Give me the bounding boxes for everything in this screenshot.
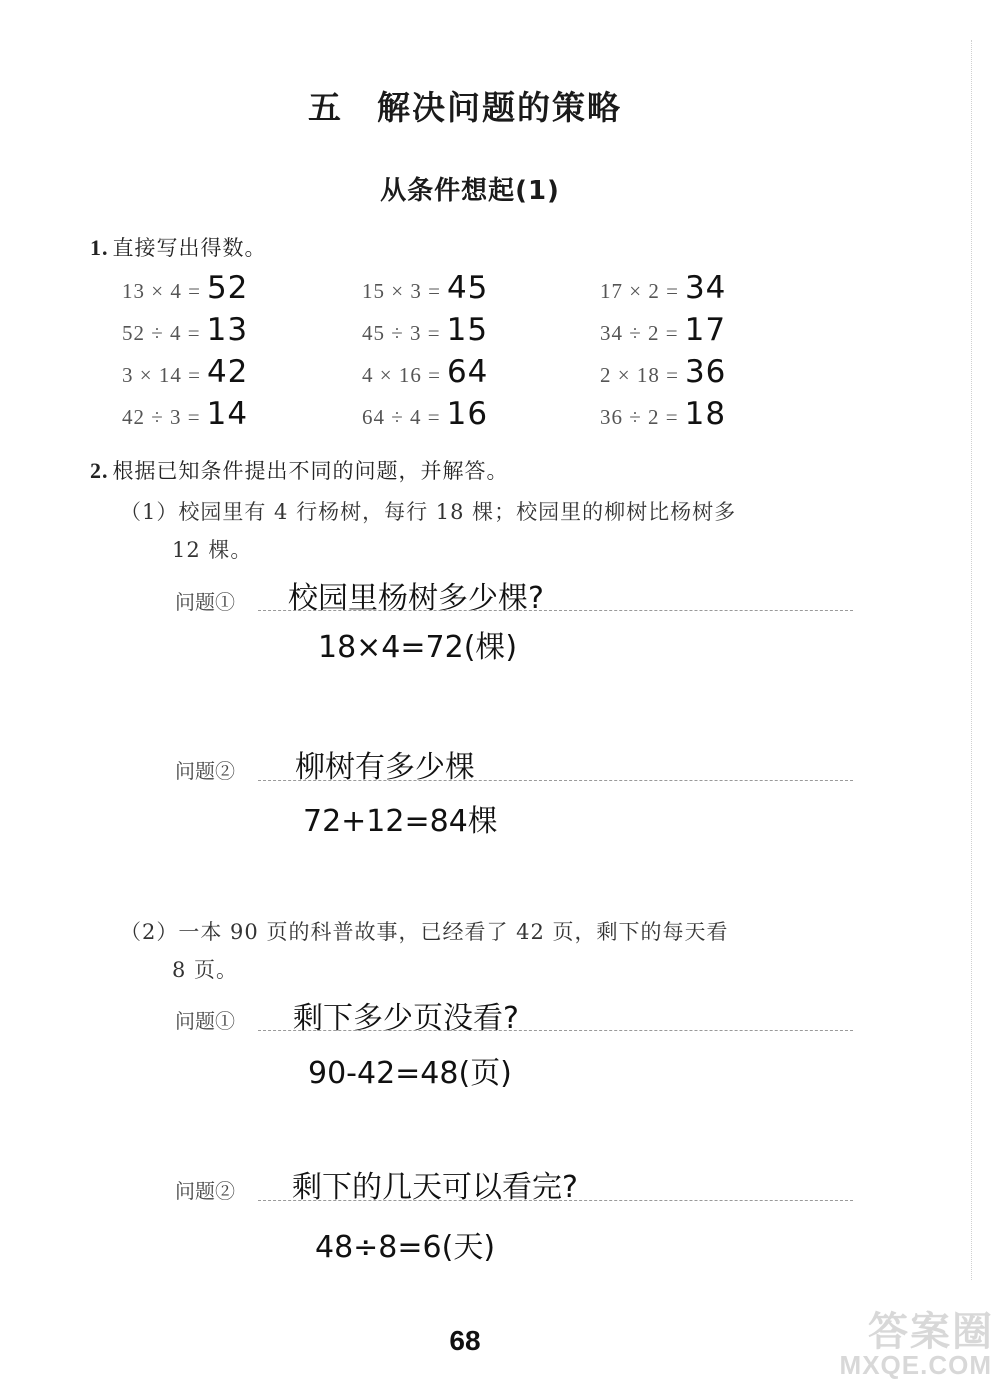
question-label: 问题② [175, 759, 235, 783]
handwritten-question: 校园里杨树多少棵? [288, 581, 544, 616]
question-label: 问题① [175, 590, 235, 614]
handwritten-answer: 13 [206, 312, 249, 348]
handwritten-answer: 16 [446, 396, 489, 432]
q2-title: 根据已知条件提出不同的问题，并解答。 [112, 459, 509, 483]
page-edge-dots [971, 40, 972, 1280]
handwritten-answer: 42 [206, 354, 249, 390]
part-label: （1） [120, 500, 179, 524]
q1-number: 1. [90, 235, 109, 260]
handwritten-answer: 52 [206, 270, 249, 306]
answer-line [258, 1200, 853, 1201]
handwritten-question: 剩下多少页没看? [293, 1001, 519, 1036]
handwritten-answer: 48÷8=6(天) [315, 1230, 496, 1265]
question-label: 问题① [175, 1009, 235, 1033]
calc-item: 52 ÷ 4 = 13 [122, 312, 249, 348]
watermark-logo: 答案圈 [868, 1309, 994, 1355]
section-title: 从条件想起(1) [380, 176, 560, 206]
watermark-url: MXQE.COM [839, 1350, 992, 1380]
calc-item: 45 ÷ 3 = 15 [362, 312, 489, 348]
q2-heading [90, 455, 509, 485]
calc-item: 2 × 18 = 36 [600, 354, 727, 390]
answer-line [258, 610, 853, 611]
calc-item: 64 ÷ 4 = 16 [362, 396, 489, 432]
handwritten-answer: 15 [446, 312, 489, 348]
handwritten-answer: 34 [684, 270, 727, 306]
question-label: 问题② [175, 1179, 235, 1203]
page-number: 68 [449, 1325, 481, 1356]
answer-line [258, 780, 853, 781]
calc-item: 34 ÷ 2 = 17 [600, 312, 727, 348]
part-label: （2） [120, 920, 179, 944]
handwritten-answer: 45 [446, 270, 489, 306]
handwritten-question: 柳树有多少棵 [295, 750, 475, 785]
handwritten-answer: 18×4=72(棵) [318, 630, 518, 665]
chapter-title-text: 解决问题的策略 [377, 88, 622, 127]
calc-item: 4 × 16 = 64 [362, 354, 489, 390]
chapter-title [0, 82, 930, 129]
answer-line [258, 1030, 853, 1031]
handwritten-answer: 17 [684, 312, 727, 348]
handwritten-answer: 18 [684, 396, 727, 432]
q2-number: 2. [90, 458, 109, 483]
calc-item: 42 ÷ 3 = 14 [122, 396, 249, 432]
q1-heading [90, 232, 267, 262]
calc-item: 36 ÷ 2 = 18 [600, 396, 727, 432]
handwritten-question: 剩下的几天可以看完? [292, 1170, 578, 1205]
calc-item: 13 × 4 = 52 [122, 270, 249, 306]
calc-item: 17 × 2 = 34 [600, 270, 727, 306]
handwritten-answer: 36 [684, 354, 727, 390]
handwritten-answer: 64 [446, 354, 489, 390]
chapter-number: 五 [308, 88, 343, 127]
calc-item: 15 × 3 = 45 [362, 270, 489, 306]
calc-item: 3 × 14 = 42 [122, 354, 249, 390]
q1-title: 直接写出得数。 [112, 236, 267, 260]
q2-part2-text-cont: 8 页。 [172, 958, 239, 982]
handwritten-answer: 72+12=84棵 [303, 804, 498, 839]
q2-part2-text: （2）一本 90 页的科普故事，已经看了 42 页，剩下的每天看 [120, 920, 729, 944]
handwritten-answer: 90-42=48(页) [308, 1056, 512, 1091]
q2-part1-text-cont: 12 棵。 [172, 538, 253, 562]
q2-part1-text: （1）校园里有 4 行杨树，每行 18 棵；校园里的柳树比杨树多 [120, 500, 737, 524]
handwritten-answer: 14 [206, 396, 249, 432]
